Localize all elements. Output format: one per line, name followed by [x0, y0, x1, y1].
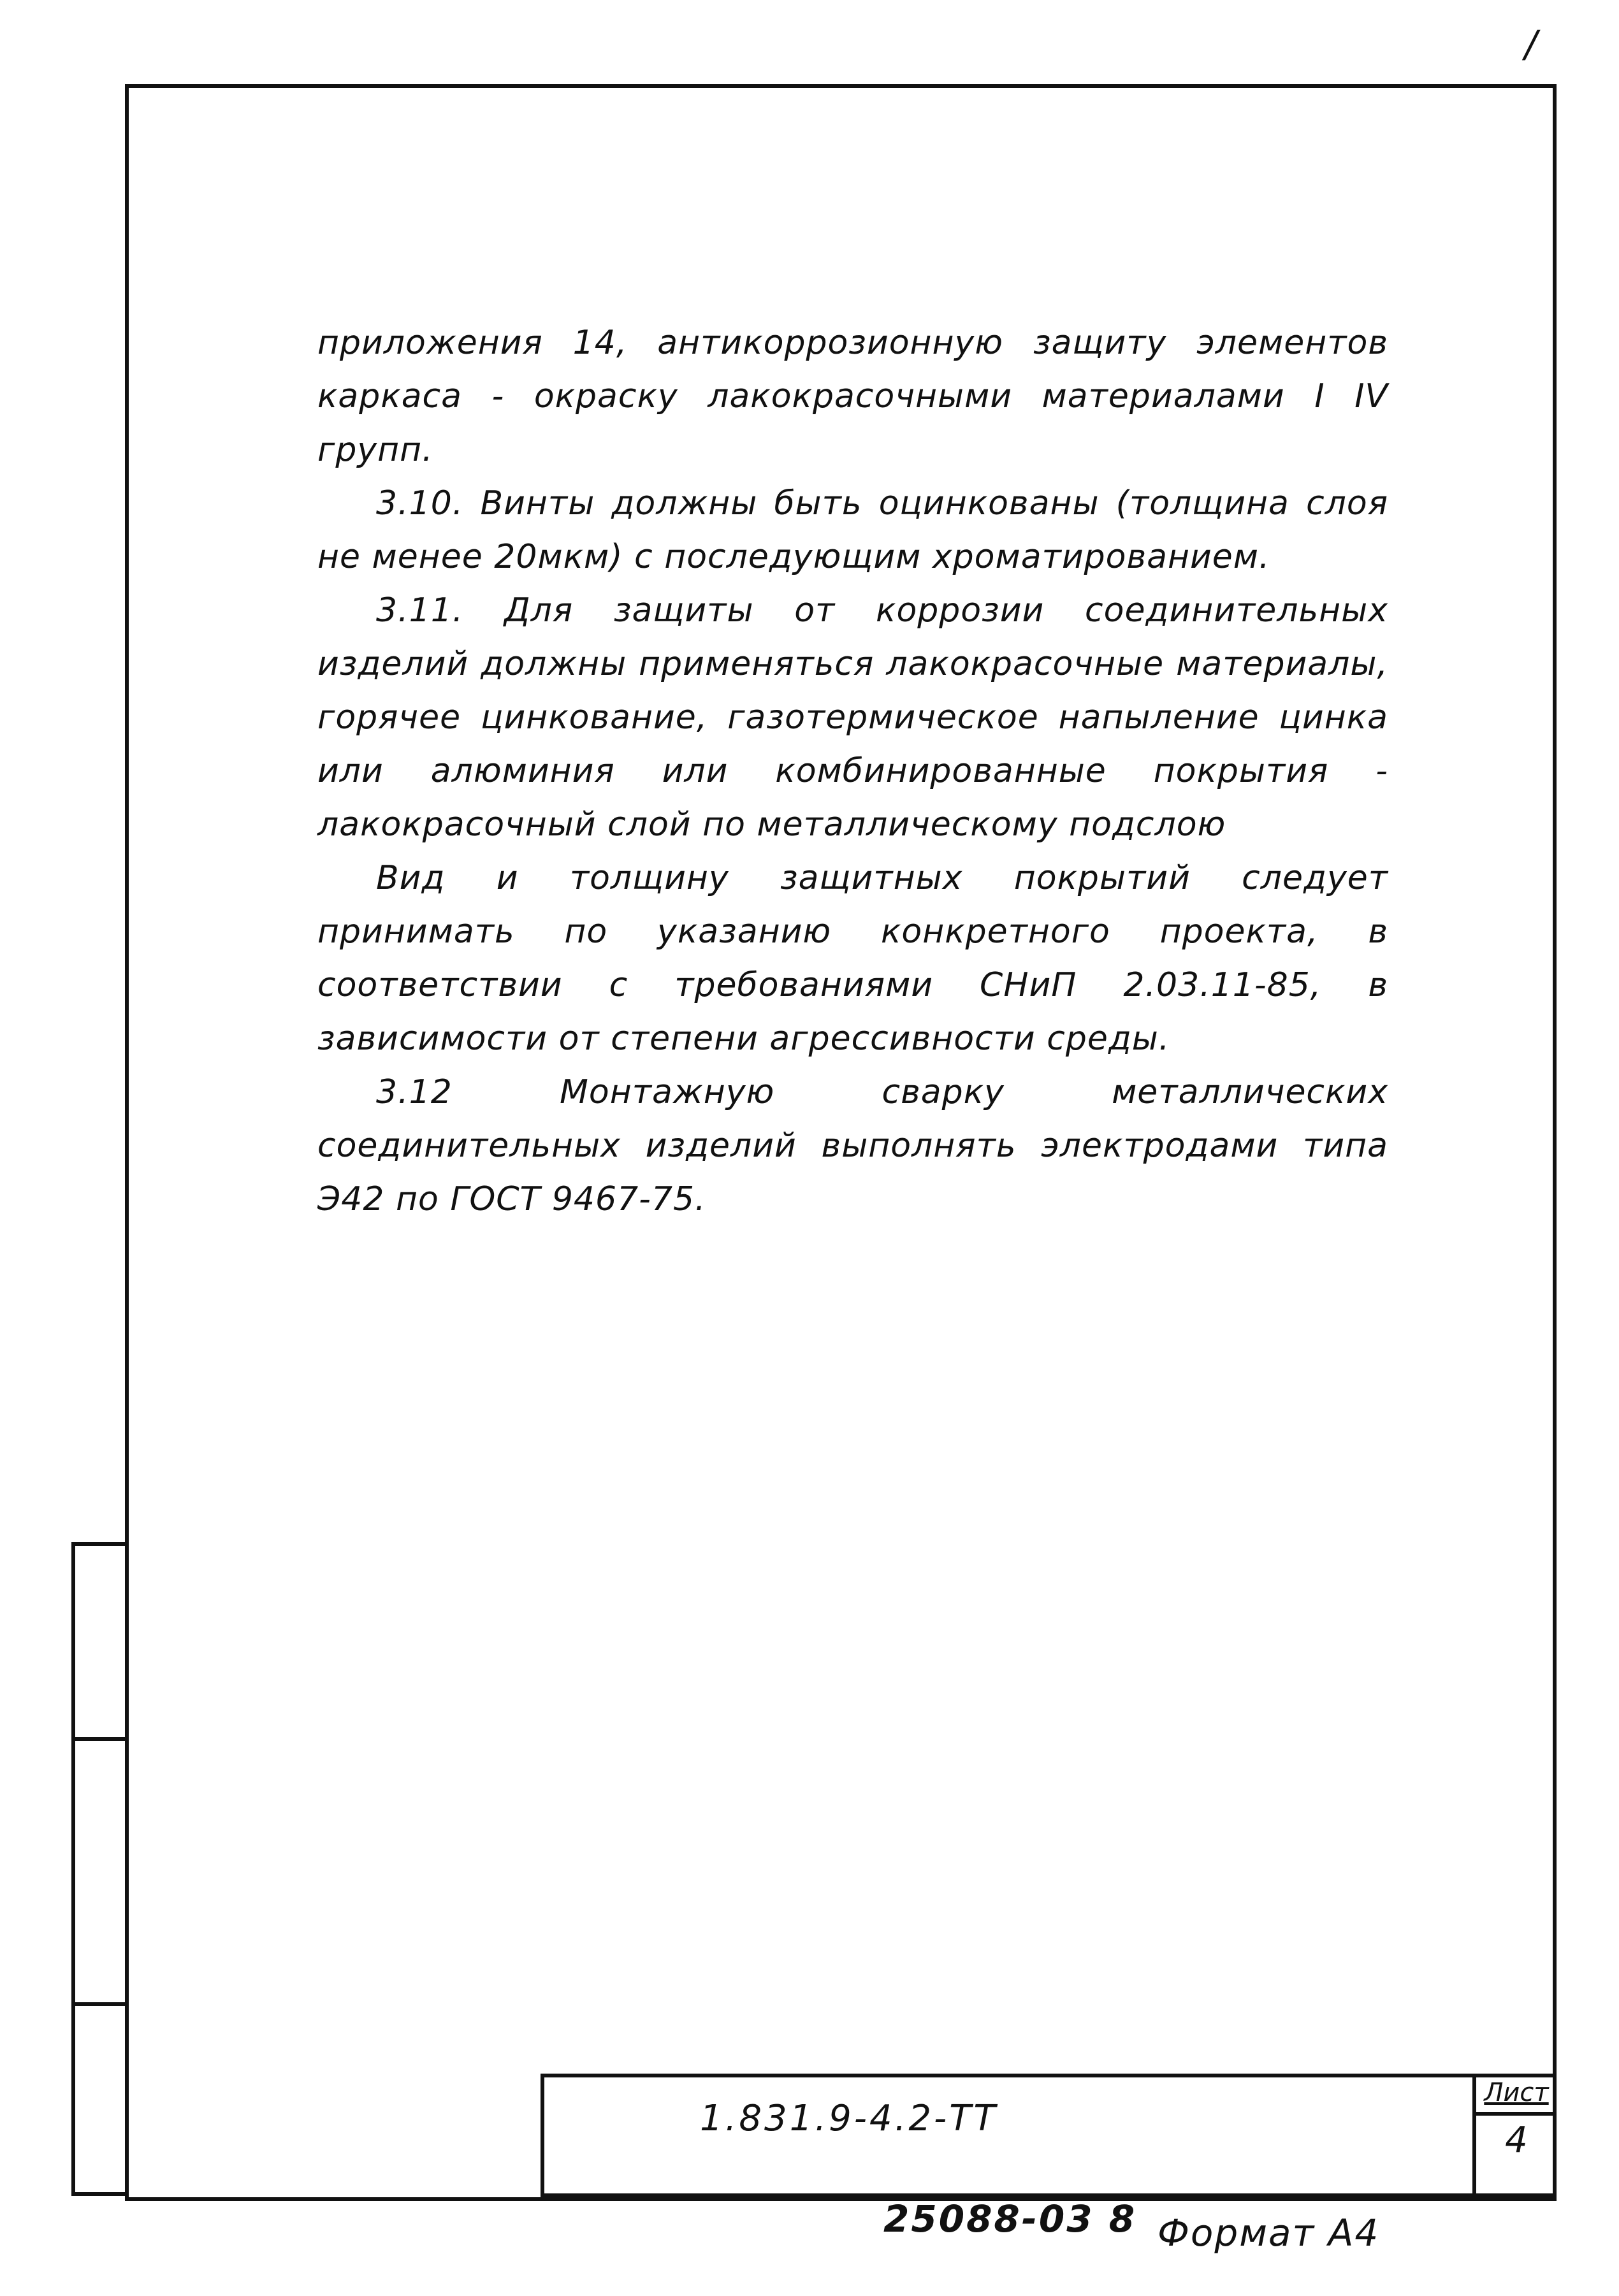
document-code: 1.831.9-4.2-ТТ	[700, 2098, 998, 2139]
document-body	[317, 316, 1388, 1226]
paragraph-3-11: 3.11. Для защиты от коррозии соединительных изделий должны применяться лакокрасочные материалы, горячее цинкование, газотермическое напыление цинка или алюминия или комбинированные покрытия - лакокрасочный слой по металлическому подслою	[317, 591, 1388, 844]
title-block	[541, 2074, 1557, 2197]
paragraph-coating-note: Вид и толщину защитных покрытий следует принимать по указанию конкретного проекта, в соответствии с требованиями СНиП 2.03.11-85, в зависимости от степени агрессивности среды.	[317, 859, 1388, 1058]
paragraph-1: приложения 14, антикоррозионную защиту элементов каркаса - окраску лакокрасочными материалами I IV групп.	[317, 324, 1388, 469]
paragraph-3-10: 3.10. Винты должны быть оцинкованы (толщина слоя не менее 20мкм) с последующим хроматированием.	[317, 484, 1388, 576]
paragraph-3-12: 3.12 Монтажную сварку металлических соединительных изделий выполнять электродами типа Э42 по ГОСТ 9467-75.	[317, 1073, 1388, 1218]
sheet-cell	[1472, 2074, 1557, 2197]
format-label: Формат А4	[1158, 2211, 1380, 2255]
sheet-label: Лист	[1476, 2074, 1557, 2116]
corner-mark: /	[1525, 22, 1537, 66]
sheet-number: 4	[1505, 2119, 1528, 2161]
inventory-code: 25088-03 8	[883, 2197, 1137, 2241]
binding-divider	[75, 1737, 129, 1741]
binding-divider	[75, 2002, 129, 2006]
binding-margin-table	[71, 1542, 125, 2196]
